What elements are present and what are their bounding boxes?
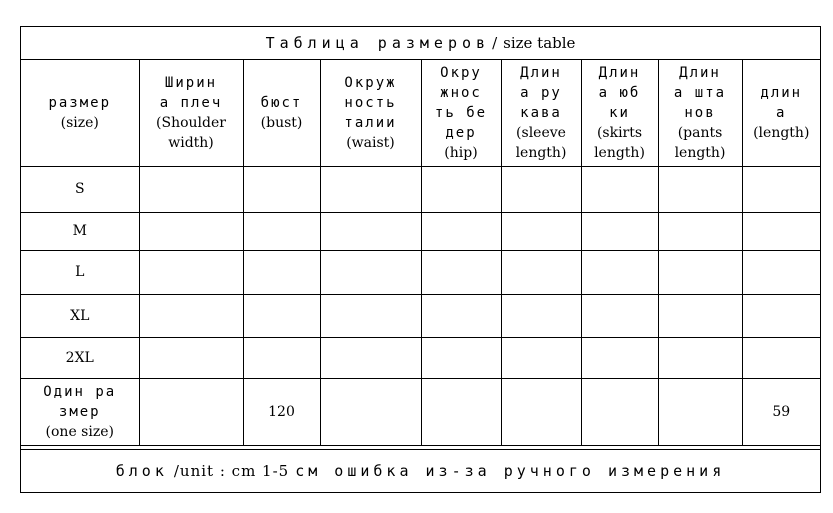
table-cell: [501, 294, 581, 337]
table-cell: [501, 337, 581, 378]
table-cell: [581, 166, 658, 212]
header-size: размер (size): [21, 60, 139, 166]
table-cell: [320, 250, 421, 294]
table-cell: [501, 250, 581, 294]
table-cell: [320, 212, 421, 250]
table-row: [21, 378, 820, 445]
table-cell: [139, 212, 243, 250]
table-row: [21, 166, 820, 212]
table-cell: [581, 378, 658, 445]
table-cell: [742, 337, 820, 378]
table-row: [21, 337, 820, 378]
size-label: L: [21, 250, 139, 294]
header-bust: бюст (bust): [243, 60, 320, 166]
title-en: size table: [503, 34, 576, 52]
table-cell: [421, 378, 501, 445]
header-pants-length: Длин а шта нов (pants length): [658, 60, 742, 166]
header-row: [21, 60, 820, 166]
title-ru: Таблица размеров: [265, 34, 491, 52]
table-cell: [421, 337, 501, 378]
table-cell: [139, 337, 243, 378]
size-label: M: [21, 212, 139, 250]
header-sleeve-length: Длин а ру кава (sleeve length): [501, 60, 581, 166]
header-length: длин а (length): [742, 60, 820, 166]
table-cell: [243, 166, 320, 212]
unit-note-en: /unit : cm 1-5: [173, 462, 290, 480]
table-cell: [421, 166, 501, 212]
header-shoulder-width: Ширин а плеч (Shoulder width): [139, 60, 243, 166]
size-table-sheet: [20, 26, 821, 493]
size-label: 2XL: [21, 337, 139, 378]
table-cell: [243, 294, 320, 337]
table-cell: [501, 212, 581, 250]
table-cell-bust: 120: [243, 378, 320, 445]
table-cell: [243, 337, 320, 378]
header-skirts-length: Длин а юб ки (skirts length): [581, 60, 658, 166]
table-cell-length: 59: [742, 378, 820, 445]
table-cell: [139, 250, 243, 294]
table-row: [21, 250, 820, 294]
table-cell: [501, 166, 581, 212]
table-cell: [320, 294, 421, 337]
table-cell: [742, 294, 820, 337]
table-cell: [501, 378, 581, 445]
table-cell: [658, 250, 742, 294]
table-row: [21, 294, 820, 337]
table-cell: [742, 250, 820, 294]
table-cell: [581, 250, 658, 294]
table-cell: [320, 166, 421, 212]
table-cell: [139, 166, 243, 212]
table-row: [21, 212, 820, 250]
table-cell: [742, 212, 820, 250]
table-cell: [139, 378, 243, 445]
size-table: [21, 60, 820, 446]
table-cell: [742, 166, 820, 212]
table-cell: [320, 337, 421, 378]
size-label-one-size: Один ра змер (one size): [21, 378, 139, 445]
table-cell: [243, 250, 320, 294]
table-cell: [658, 166, 742, 212]
header-hip: Окру жнос ть бе дер (hip): [421, 60, 501, 166]
table-cell: [320, 378, 421, 445]
measurement-error-note: см ошибка из-за ручного измерения: [295, 462, 726, 480]
size-label: S: [21, 166, 139, 212]
title-separator: /: [492, 34, 498, 52]
unit-note: [21, 449, 820, 492]
table-cell: [658, 212, 742, 250]
table-cell: [658, 337, 742, 378]
table-cell: [581, 337, 658, 378]
table-cell: [581, 294, 658, 337]
table-cell: [421, 250, 501, 294]
size-label: XL: [21, 294, 139, 337]
unit-note-ru: блок: [115, 462, 168, 480]
header-waist: Окруж ность талии (waist): [320, 60, 421, 166]
table-cell: [421, 212, 501, 250]
table-cell: [581, 212, 658, 250]
table-cell: [421, 294, 501, 337]
table-cell: [243, 212, 320, 250]
table-cell: [658, 294, 742, 337]
table-title: [21, 27, 820, 60]
table-cell: [139, 294, 243, 337]
table-cell: [658, 378, 742, 445]
